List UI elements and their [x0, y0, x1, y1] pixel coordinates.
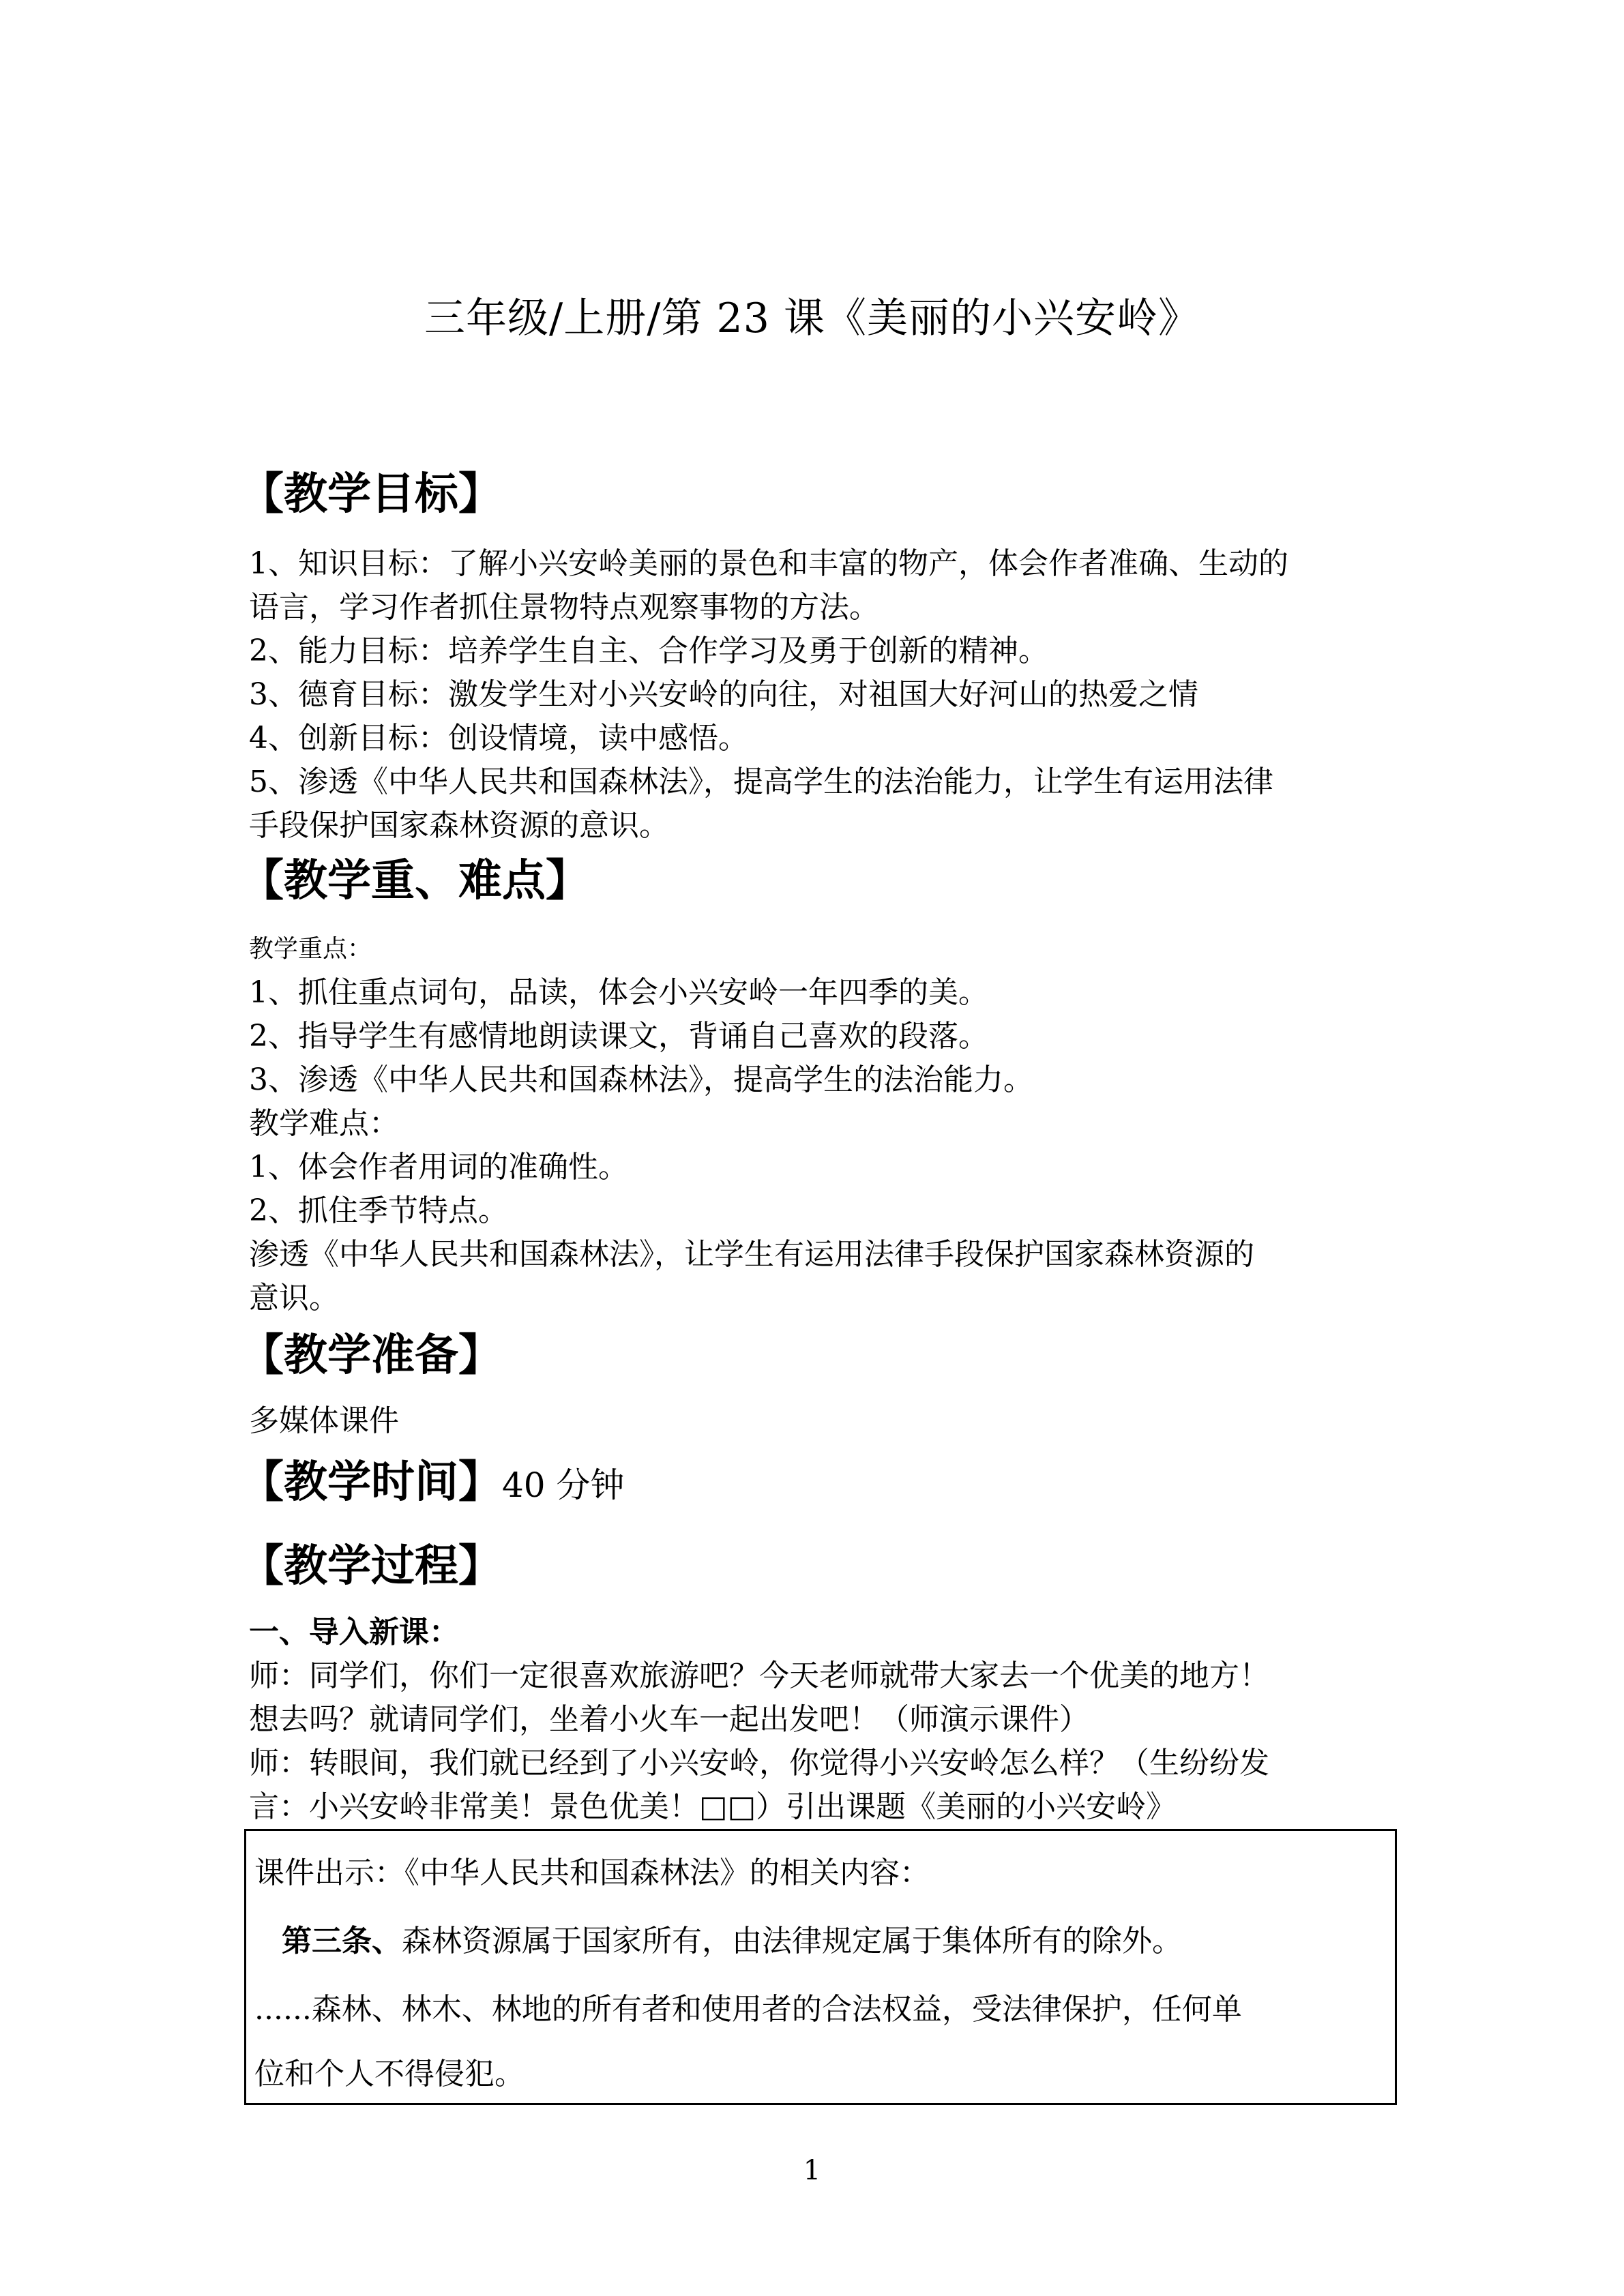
- page-number: 1: [803, 2155, 821, 2186]
- preparation-content-block: [249, 1399, 1395, 1443]
- key-point-line: 1、抓住重点词句，品读，体会小兴安岭一年四季的美。: [249, 975, 988, 1010]
- objective-line: 语言，学习作者抓住景物特点观察事物的方法。: [249, 590, 879, 625]
- key-point-line: 2、指导学生有感情地朗读课文，背诵自己喜欢的段落。: [249, 1019, 988, 1054]
- objective-line: 5、渗透《中华人民共和国森林法》，提高学生的法治能力，让学生有运用法律: [249, 764, 1273, 799]
- courseware-box: [244, 1829, 1397, 2105]
- difficult-point-line: 意识。: [249, 1281, 339, 1315]
- objectives-heading: 【教学目标】: [240, 469, 502, 520]
- process-content: [249, 1611, 1395, 1829]
- difficult-points-label: 教学难点：: [249, 1106, 399, 1141]
- process-line: 师：同学们，你们一定很喜欢旅游吧？今天老师就带大家去一个优美的地方！: [249, 1658, 1269, 1693]
- document-title: 三年级/上册/第 23 课《美丽的小兴安岭》: [424, 295, 1200, 342]
- key-point-line: 3、渗透《中华人民共和国森林法》，提高学生的法治能力。: [249, 1062, 1033, 1097]
- process-line: 言：小兴安岭非常美！景色优美！□□）引出课题《美丽的小兴安岭》: [249, 1789, 1177, 1824]
- duration-value: 40 分钟: [502, 1465, 625, 1505]
- courseware-line-3: ......森林、林木、林地的所有者和使用者的合法权益，受法律保护，任何单: [254, 1992, 1242, 2027]
- objective-line: 2、能力目标：培养学生自主、合作学习及勇于创新的精神。: [249, 633, 1048, 668]
- process-line: 想去吗？就请同学们，坐着小火车一起出发吧！（师演示课件）: [249, 1702, 1089, 1737]
- objective-line: 手段保护国家森林资源的意识。: [249, 808, 669, 843]
- duration-heading: [240, 1454, 625, 1514]
- article-text: 森林资源属于国家所有，由法律规定属于集体所有的除外。: [402, 1924, 1182, 1958]
- objective-line: 1、知识目标：了解小兴安岭美丽的景色和丰富的物产，体会作者准确、生动的: [249, 546, 1288, 581]
- process-line: 师：转眼间，我们就已经到了小兴安岭，你觉得小兴安岭怎么样？（生纷纷发: [249, 1746, 1269, 1780]
- preparation-content: 多媒体课件: [249, 1403, 399, 1438]
- difficult-point-line: 渗透《中华人民共和国森林法》，让学生有运用法律手段保护国家森林资源的: [249, 1237, 1254, 1272]
- courseware-line-4: 位和个人不得侵犯。: [254, 2057, 525, 2091]
- objectives-list: [249, 542, 1395, 848]
- process-heading: 【教学过程】: [240, 1541, 502, 1592]
- difficult-point-line: 2、抓住季节特点。: [249, 1193, 508, 1228]
- objective-line: 3、德育目标：激发学生对小兴安岭的向往，对祖国大好河山的热爱之情: [249, 677, 1198, 712]
- preparation-heading: 【教学准备】: [240, 1330, 502, 1381]
- process-step-title: 一、导入新课：: [249, 1615, 459, 1650]
- key-points-label: 教学重点：: [249, 935, 372, 963]
- courseware-intro: 课件出示：《中华人民共和国森林法》的相关内容：: [254, 1855, 930, 1890]
- article-label: 第三条、: [282, 1924, 402, 1958]
- duration-label: 【教学时间】: [240, 1457, 502, 1508]
- objective-line: 4、创新目标：创设情境，读中感悟。: [249, 721, 748, 756]
- key-points-heading: 【教学重、难点】: [240, 856, 589, 906]
- difficult-point-line: 1、体会作者用词的准确性。: [249, 1150, 628, 1184]
- courseware-article: [282, 1916, 1182, 1960]
- key-points-list: [249, 927, 1395, 1320]
